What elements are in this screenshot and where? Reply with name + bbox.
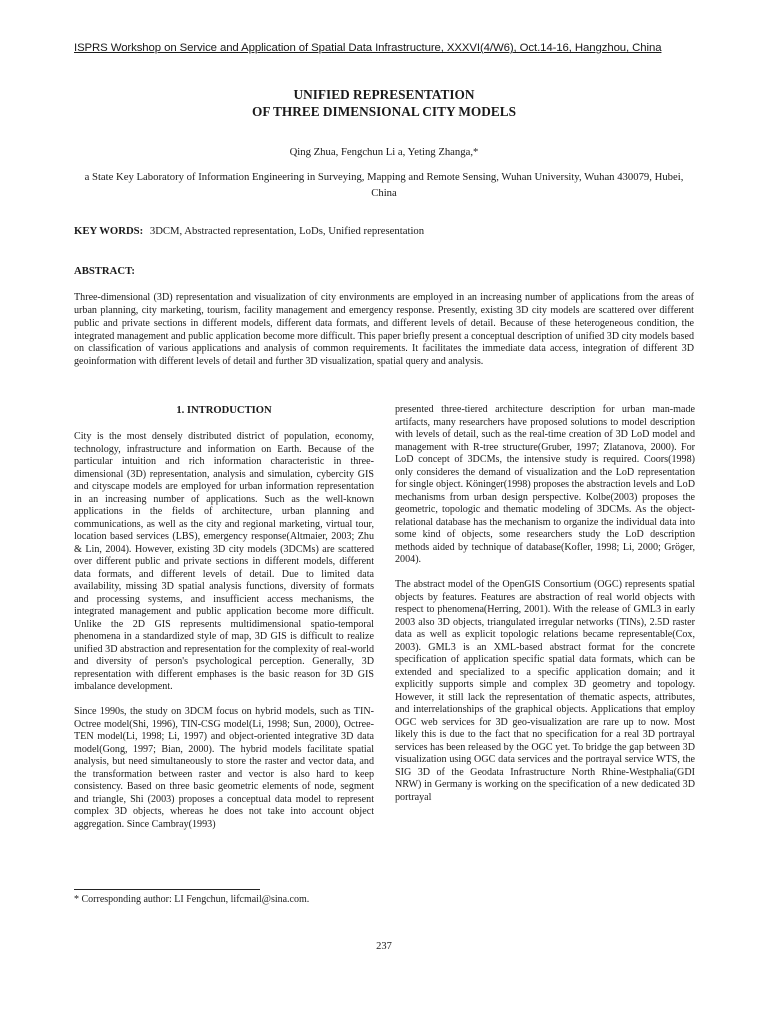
title-line-1: UNIFIED REPRESENTATION [293,87,475,102]
right-column [395,404,695,817]
author-list: Qing Zhua, Fengchun Li a, Yeting Zhanga,* [289,146,479,158]
abstract-heading: ABSTRACT: [74,265,135,277]
paper-title [0,86,768,120]
body-paragraph: City is the most densely distributed district of population, economy, technology, infrastructure and information on Earth. Because of the particular intuition and rich information characteristic in three-dimensional (3D) representation, analysis and simulation, cybercity GIS and cityscape models are employed for urban information representation in an increasing number of applications. Such as the well-known applications in the fields of architecture, urban planning and communications, as well as the city and regional marketing, virtual tour, location based services (LBS), emergency response(Altmaier, 2003; Zhu & Lin, 2004). However, existing 3D city models (3DCMs) are scattered over different public and private sections in different models, different data formats, and different levels of detail. Due to limited data availability, missing 3D spatial analysis functions, diversity of formats and processing systems, and insufficient access mechanisms, the integrated management and public application become more difficult. Unlike the 2D GIS represents multidimensional spatio-temporal phenomena in a standardized style of map, 3D GIS is difficult to realize unified 3D abstraction and representation for the complexity of real-world and diversity of person's psychological perception. Generally, 3D representation with different emphases is the basic reason for 3D GIS imbalance development. [74,431,374,692]
keywords-text: 3DCM, Abstracted representation, LoDs, Unified representation [149,225,425,237]
footnote-divider [74,889,260,890]
title-line-2: OF THREE DIMENSIONAL CITY MODELS [251,104,516,119]
page-number: 237 [376,941,392,952]
introduction-heading: 1. INTRODUCTION [176,405,272,416]
body-paragraph: The abstract model of the OpenGIS Consortium (OGC) represents spatial objects by features. Features are abstraction of real world objects with respect to phenomena(Herring, 2001). With the release of GML3 in early 2003 also 3D objects, triangulated irregular networks (TINs), 2.5D raster data as well as explicit topologic relations became representable(Cox, 2003). GML3 is an XML-based abstract format for the concrete specification of application specific spatial data formats, which can be extended and specialized to a specific application domain; and it explicitly supports simple and complex 3D geometry and topology. However, it still lack the representation of thematic aspects, attributes, and interrelationships of the graphical objects. Applications that employ OGC web services for 3D geo-visualization are rare up to now. Most likely this is due to the fact that no specification for a real 3D portrayal services has been released by the OGC yet. To bridge the gap between 3D visualization using OGC data services and the portrayal service WTS, the SIG 3D of the Geodata Infrastructure North Rhine-Westphalia(GDI NRW) in Germany is working on the specification of a new dedicated 3D portrayal [395,579,695,803]
body-paragraph: Since 1990s, the study on 3DCM focus on hybrid models, such as TIN-Octree model(Shi, 1996), TIN-CSG model(Li, 1998; Sun, 2000), Octree-TEN model(Li, 1998; Li, 1997) and object-oriented integrative 3D data model(Gong, 1997; Bian, 2000). The hybrid models facilitate spatial analysis, but need simultaneously to store the raster and vector data, and the transformation between raster and vector is also hard to keep consistency. Based on three basic geometric elements of node, segment and triangle, Shi (2003) proposes a conceptual data model to represent complex 3D objects, whereas he does not take into account object aggregation. Since Cambray(1993) [74,706,374,830]
body-paragraph: presented three-tiered architecture description for urban man-made artifacts, many researchers have proposed solutions to model description with levels of detail, such as the real-time creation of 3D LoD model and management with R-tree structure(Gruber, 1997; Zlatanova, 2000). For LoD concept of 3DCMs, the intensive study is required. Coors(1998) only consideres the demand of visualization and the LoD representation for single object. Köninger(1998) proposes the abstraction levels and LoD mechanisms from urban design perspective. Kolbe(2003) proposes the geometric, topologic and thematic modeling of 3DCMs. As the object-relational database has the mechanism to organize the individual data into some kind of objects, some researchers study the LoD description methods aided by technique of database(Kofler, 1998; Li, 2000; Gröger, 2004). [395,404,695,565]
left-column [74,404,374,844]
keywords-label: KEY WORDS: [74,225,144,237]
affiliation: a State Key Laboratory of Information Engineering in Surveying, Mapping and Remote Sensing, Wuhan University, Wuhan 430079, Hubei, China [84,171,684,199]
footnote: * Corresponding author: LI Fengchun, lifcmail@sina.com. [74,894,310,905]
running-header: ISPRS Workshop on Service and Application of Spatial Data Infrastructure, XXXVI(4/W6), Oct.14-16, Hangzhou, China [74,42,662,54]
abstract-text: Three-dimensional (3D) representation and visualization of city environments are employed in an increasing number of applications from the areas of urban planning, city marketing, tourism, facility management and emergency response. Presently, existing 3D city models are scattered over different public and private sections in different models, different data formats, and different levels of detail. Because of these heterogeneous condition, the integrated management and public application become more difficult. This paper briefly present a conceptual description of unified 3D city models based on classification of various applications and analysis of common requirements. It facilitates the immediate data access, integration of different 3D geoinformation with different levels of detail and further 3D visualization, spatial query and analysis. [74,292,694,368]
keywords-line [74,225,694,237]
